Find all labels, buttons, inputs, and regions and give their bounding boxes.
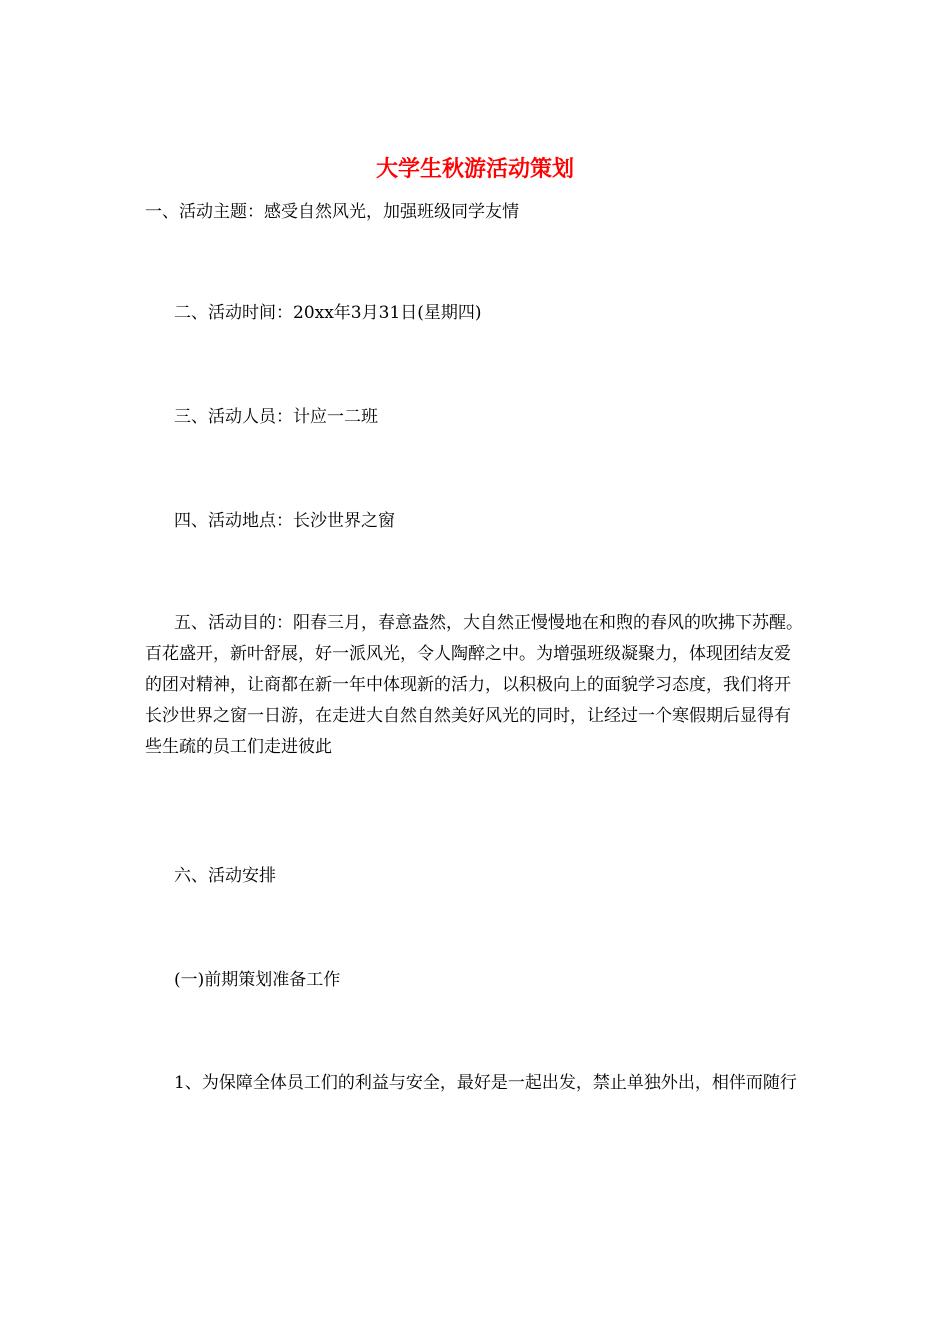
paragraph-location: 四、活动地点：长沙世界之窗 — [174, 511, 395, 531]
paragraph-participants: 三、活动人员：计应一二班 — [174, 407, 378, 427]
document-title: 大学生秋游活动策划 — [375, 156, 574, 182]
paragraph-theme: 一、活动主题：感受自然风光，加强班级同学友情 — [145, 202, 519, 222]
paragraph-arrangement: 六、活动安排 — [174, 866, 276, 886]
paragraph-preparation: (一)前期策划准备工作 — [174, 970, 341, 990]
paragraph-time: 二、活动时间：20xx年3月31日(星期四) — [174, 303, 482, 323]
paragraph-item-1: 1、为保障全体员工们的利益与安全，最好是一起出发，禁止单独外出，相伴而随行 — [174, 1073, 797, 1093]
paragraph-purpose: 五、活动目的：阳春三月，春意盎然，大自然正慢慢地在和煦的春风的吹拂下苏醒。百花盛开，新叶舒展，好一派风光，令人陶醉之中。为增强班级凝聚力，体现团结友爱的团对精神，让商都在新一年中体现新的活力，以积极向上的面貌学习态度，我们将开长沙世界之窗一日游，在走进大自然自然美好风光的同时，让经过一个寒假期后显得有些生疏的员工们走进彼此 — [145, 613, 803, 757]
